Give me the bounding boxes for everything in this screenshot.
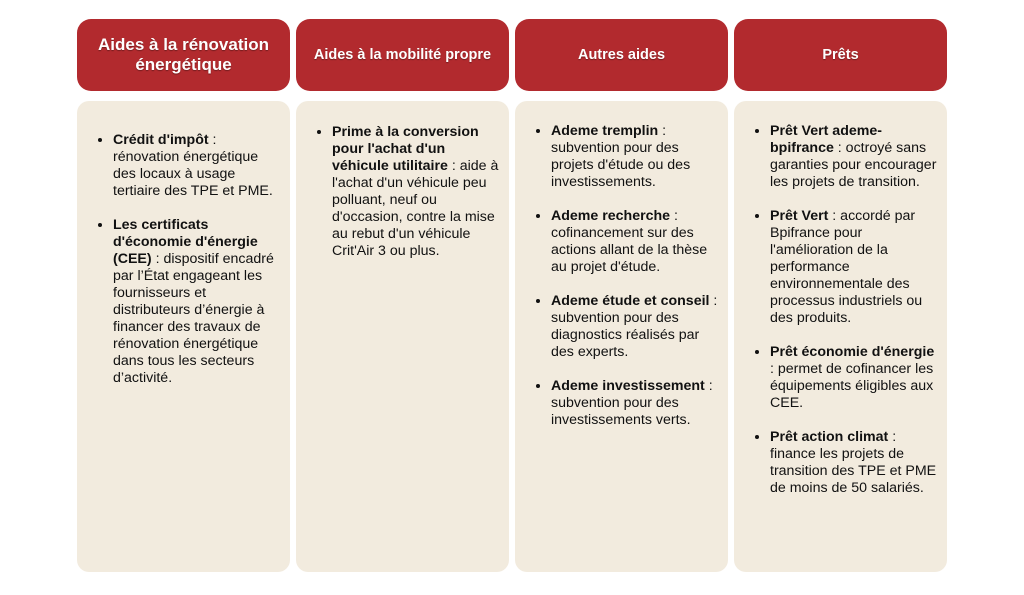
aid-description: : octroyé sans garanties pour encourager les projets de transition. bbox=[770, 140, 937, 190]
aid-title: Ademe étude et conseil bbox=[551, 293, 710, 309]
aid-description: : dispositif encadré par l’État engageant les fournisseurs et distributeurs d’énergie à financer des travaux de rénovation énergétique dans tous les secteurs d’activité. bbox=[113, 251, 274, 386]
aid-title: Les certificats d'économie d'énergie (CEE) bbox=[113, 217, 258, 267]
list-item bbox=[551, 378, 720, 429]
list-item bbox=[551, 208, 720, 276]
column-header-autres-aides bbox=[515, 19, 728, 91]
aid-description: : subvention pour des investissements verts. bbox=[551, 378, 713, 428]
aid-list bbox=[734, 123, 939, 497]
column-panel-mobilite bbox=[296, 101, 509, 572]
aid-title: Ademe tremplin bbox=[551, 123, 659, 139]
list-item bbox=[551, 123, 720, 191]
aid-title: Prêt Vert bbox=[770, 208, 829, 224]
aid-title: Prêt action climat bbox=[770, 429, 889, 445]
aid-description: : subvention pour des projets d'étude ou des investissements. bbox=[551, 123, 691, 190]
aid-title: Ademe investissement bbox=[551, 378, 705, 394]
aid-description: : subvention pour des diagnostics réalisés par des experts. bbox=[551, 293, 718, 360]
list-item bbox=[113, 217, 282, 387]
column-header-label: Aides à la rénovation énergétique bbox=[98, 35, 269, 74]
column-panel-prets bbox=[734, 101, 947, 572]
column-header-prets bbox=[734, 19, 947, 91]
column-header-label: Prêts bbox=[822, 47, 859, 63]
aid-description: : cofinancement sur des actions allant de la thèse au projet d'étude. bbox=[551, 208, 708, 275]
list-item bbox=[332, 124, 501, 260]
aid-list bbox=[515, 123, 720, 429]
aid-list bbox=[77, 132, 282, 387]
list-item bbox=[770, 208, 939, 327]
aid-description: : rénovation énergétique des locaux à usage tertiaire des TPE et PME. bbox=[113, 132, 273, 199]
column-header-label: Autres aides bbox=[577, 47, 666, 63]
column-header-label: Aides à la mobilité propre bbox=[313, 47, 492, 63]
list-item bbox=[770, 344, 939, 412]
list-item bbox=[770, 429, 939, 497]
column-header-renovation bbox=[77, 19, 290, 91]
aid-title: Ademe recherche bbox=[551, 208, 671, 224]
aid-title: Crédit d'impôt bbox=[113, 132, 209, 148]
column-panel-autres-aides bbox=[515, 101, 728, 572]
list-item bbox=[113, 132, 282, 200]
column-panel-renovation bbox=[77, 101, 290, 572]
aid-description: : permet de cofinancer les équipements éligibles aux CEE. bbox=[770, 361, 934, 411]
aid-title: Prime à la conversion pour l'achat d'un véhicule utilitaire bbox=[332, 124, 479, 174]
list-item bbox=[770, 123, 939, 191]
aid-title: Prêt Vert ademe-bpifrance bbox=[770, 123, 882, 156]
aid-title: Prêt économie d'énergie bbox=[770, 344, 935, 360]
aid-description: : finance les projets de transition des TPE et PME de moins de 50 salariés. bbox=[770, 429, 937, 496]
aid-list bbox=[296, 124, 501, 260]
list-item bbox=[551, 293, 720, 361]
column-header-mobilite bbox=[296, 19, 509, 91]
aid-description: : aide à l'achat d'un véhicule peu polluant, neuf ou d'occasion, contre la mise au rebut d'un véhicule Crit'Air 3 ou plus. bbox=[332, 158, 499, 259]
aid-description: : accordé par Bpifrance pour l'amélioration de la performance environnementale des processus industriels ou des produits. bbox=[770, 208, 923, 326]
